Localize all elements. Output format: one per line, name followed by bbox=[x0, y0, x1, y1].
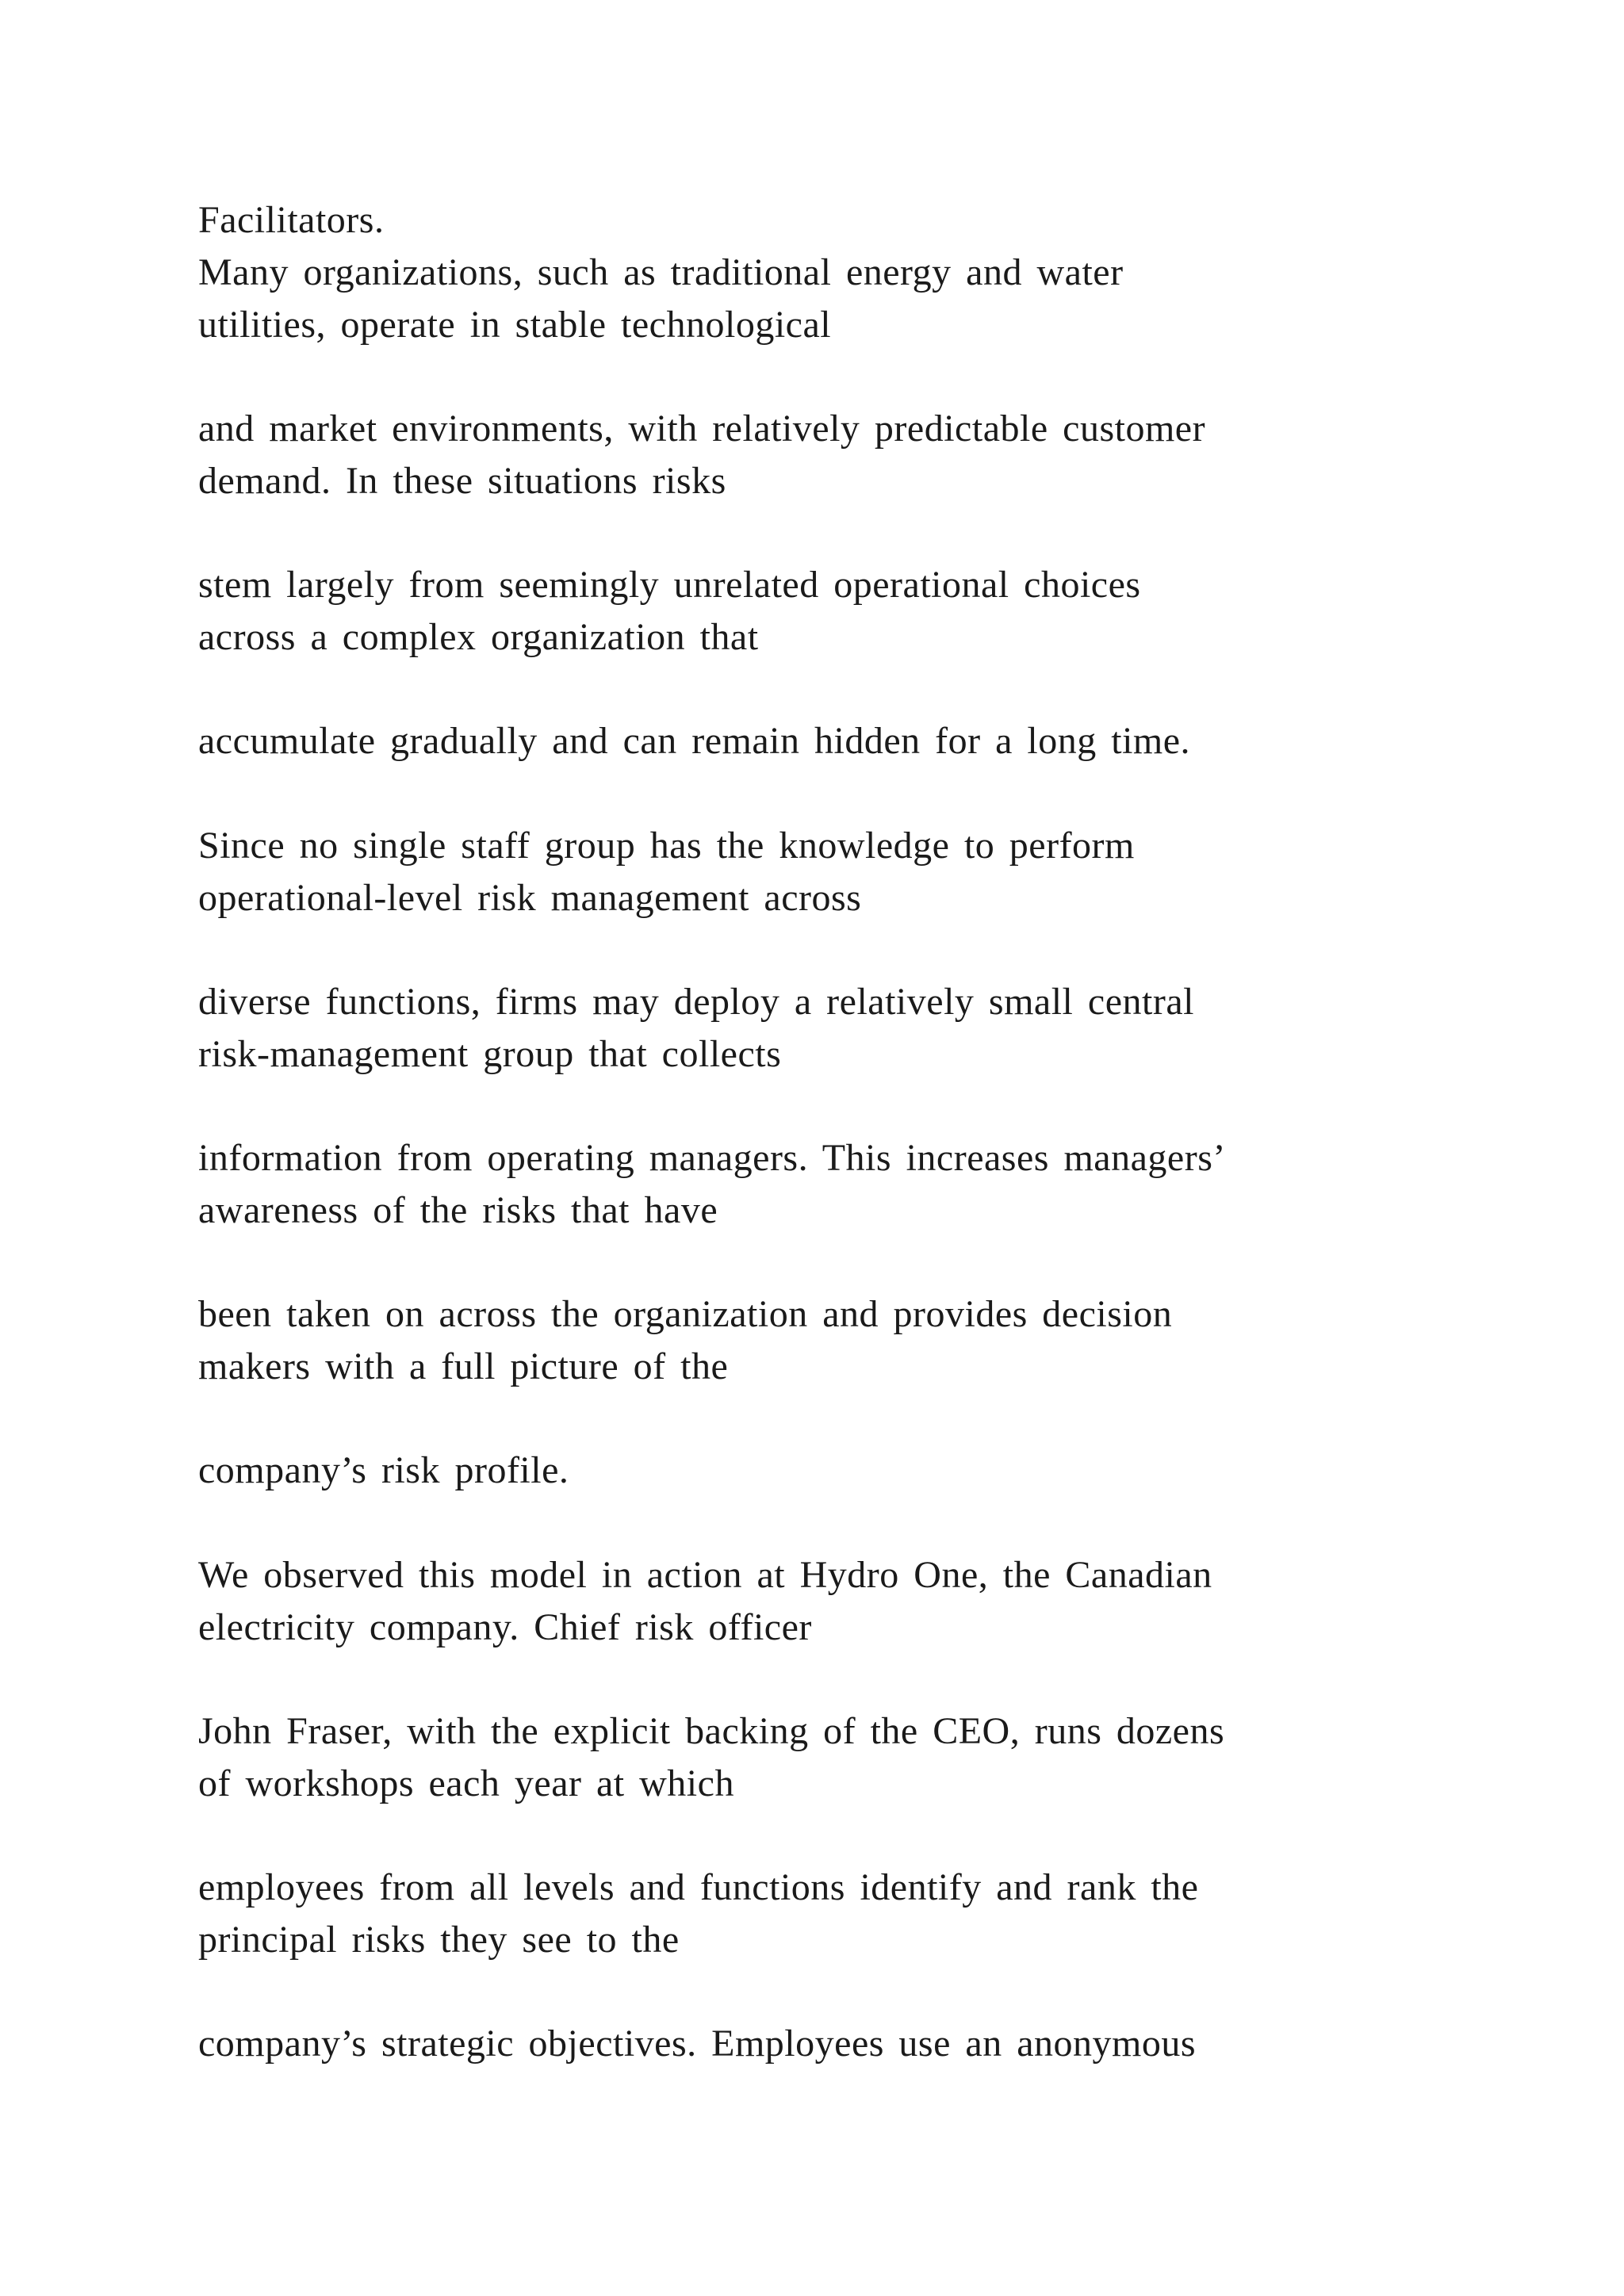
text-line: makers with a full picture of the bbox=[198, 1345, 729, 1387]
text-line: employees from all levels and functions identify and rank the bbox=[198, 1866, 1199, 1908]
text-line: electricity company. Chief risk officer bbox=[198, 1606, 812, 1648]
text-line: risk-management group that collects bbox=[198, 1033, 782, 1075]
text-line: stem largely from seemingly unrelated operational choices bbox=[198, 564, 1141, 606]
text-line: and market environments, with relatively predictable customer bbox=[198, 408, 1206, 450]
text-line: information from operating managers. This increases managers’ bbox=[198, 1137, 1226, 1179]
text-line: accumulate gradually and can remain hidden for a long time. bbox=[198, 720, 1191, 762]
text-line: company’s risk profile. bbox=[198, 1449, 569, 1491]
text-line: principal risks they see to the bbox=[198, 1919, 680, 1961]
text-line: Since no single staff group has the knowledge to perform bbox=[198, 825, 1135, 867]
text-line: diverse functions, firms may deploy a relatively small central bbox=[198, 981, 1194, 1023]
text-line: awareness of the risks that have bbox=[198, 1189, 718, 1231]
text-line: We observed this model in action at Hydro One, the Canadian bbox=[198, 1554, 1212, 1596]
text-line: Facilitators. bbox=[198, 199, 385, 241]
text-line: demand. In these situations risks bbox=[198, 460, 726, 502]
text-line: Many organizations, such as traditional energy and water bbox=[198, 251, 1124, 293]
text-line: across a complex organization that bbox=[198, 616, 759, 658]
text-line: been taken on across the organization and provides decision bbox=[198, 1293, 1173, 1335]
text-line: operational-level risk management across bbox=[198, 877, 862, 919]
text-line: company’s strategic objectives. Employees use an anonymous bbox=[198, 2022, 1197, 2064]
text-line: of workshops each year at which bbox=[198, 1762, 734, 1804]
text-line: John Fraser, with the explicit backing of the CEO, runs dozens bbox=[198, 1710, 1225, 1752]
text-line: utilities, operate in stable technological bbox=[198, 304, 832, 346]
